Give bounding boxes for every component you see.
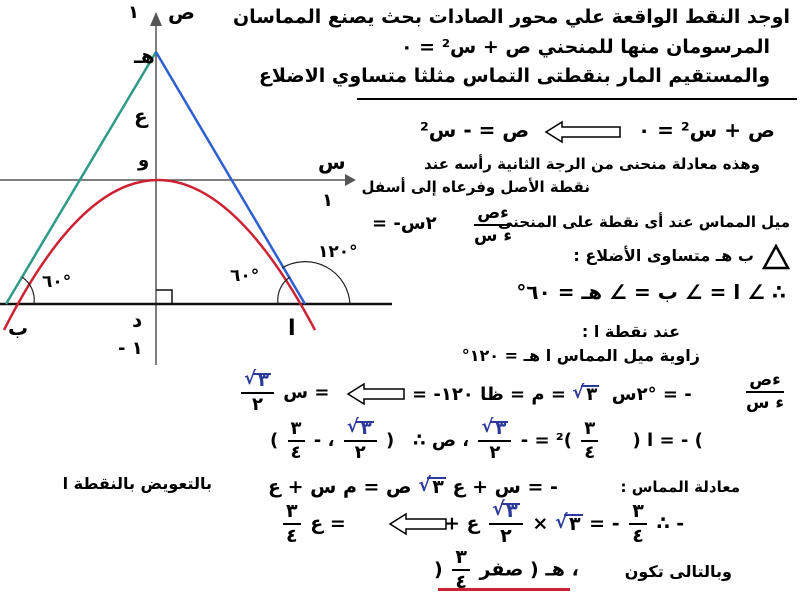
- tangent-root: √ ٣: [418, 476, 446, 498]
- tangent-equation: [268, 476, 558, 498]
- point-b-label: ب: [8, 316, 29, 340]
- point-y-den: ٤: [290, 442, 302, 463]
- slope-value-line: [238, 372, 329, 414]
- tangent-eq-label: معادلة المماس :: [620, 478, 740, 496]
- slope-root: √ ٣: [572, 384, 599, 405]
- problem-underline: [357, 98, 797, 100]
- point-d-label: د: [132, 308, 143, 332]
- dydx-den: ء س: [746, 393, 785, 413]
- slope-frac-den: ء س: [474, 226, 513, 246]
- x-axis-arrow: [345, 174, 356, 186]
- label-ain: ع: [134, 104, 148, 128]
- point-y-num: ٣: [288, 420, 305, 442]
- y-axis-label: ص: [168, 0, 195, 24]
- slope-text: ميل المماس عند أى نقطة على المنحنى: [497, 213, 790, 231]
- point-a-therefore: ∴ ا (: [413, 430, 654, 451]
- y-result-num: ٣: [581, 420, 598, 442]
- slope-equation: [412, 384, 692, 405]
- substitute-note: بالتعويض بالنقطة ا: [62, 474, 212, 493]
- problem-line-2: المرسومان منها للمنحني ص + س² = ٠: [400, 36, 770, 58]
- sub-times: ×: [532, 512, 549, 535]
- x-axis-label: س: [318, 150, 346, 174]
- right-angle-marker: [156, 290, 172, 304]
- tangent-tail: س + ع: [452, 476, 521, 498]
- tangent-left: [6, 52, 156, 304]
- sub-result: [280, 502, 346, 546]
- eq-curve-right: ص = - س²: [420, 118, 530, 142]
- ain-den: ٤: [286, 525, 298, 547]
- angle-left-label: ٦٠°: [42, 272, 72, 292]
- point-h-label: هـ: [134, 44, 155, 68]
- result-point: [434, 548, 579, 592]
- slope-equation-rhs: = -٢س: [412, 384, 648, 405]
- y-value-line: ( $\frac{٣}{٤}$ - ، √ $\frac{٣}{٢}$ ) ∴ ا ( $\frac{٣}{٤}$ )² = - √ $\frac{٣}{٢}$ ، ص = - (: [270, 420, 703, 462]
- y-axis-arrow: [150, 12, 162, 26]
- left-arrow-3: [388, 512, 450, 540]
- ain-num: ٣: [283, 502, 301, 525]
- y-prefix: ، ص = - (: [431, 430, 703, 451]
- description-line-1: وهذه معادلة منحنى من الرجة الثانية رأسه عند: [424, 155, 760, 173]
- x-value-eq: س =: [283, 382, 330, 403]
- y-root-den: ٢: [489, 442, 501, 463]
- result-underline: [438, 588, 570, 591]
- point-x-root: √ ٣: [347, 420, 374, 438]
- y-one-label: ١: [128, 2, 139, 23]
- y-sq-eq: )² = -: [520, 430, 572, 451]
- result-text: هـ ( صفر ،: [479, 558, 579, 581]
- dydx-num: ءص: [746, 372, 784, 393]
- sub-eq: = -: [589, 512, 620, 535]
- sub-line: [444, 502, 684, 546]
- sub-root-2: √ ٣: [555, 513, 583, 535]
- slope-dy-dx: [740, 372, 790, 412]
- origin-label: و: [138, 150, 150, 171]
- result-label: وبالتالى تكون: [624, 562, 732, 581]
- point-comma: ،: [327, 430, 335, 451]
- angle-ext-label: ١٢٠°: [318, 242, 358, 262]
- tangent-head: ص = م س + ع = -: [268, 476, 558, 498]
- x-one-label: ١: [322, 190, 333, 211]
- problem-line-3: والمستقيم المار بنقطتى التماس مثلثا متساوي الاضلاع: [258, 65, 770, 87]
- angle-arc-right: [278, 277, 290, 304]
- at-point-a: عند نقطة ا :: [581, 322, 680, 341]
- point-x-den: ٢: [354, 442, 366, 463]
- triangle-text: ب هـ متساوى الأضلاع :: [573, 246, 754, 265]
- result-close: ): [434, 558, 443, 581]
- y-minus-one-label: - ١: [118, 338, 143, 359]
- sub-root-den: ٢: [500, 525, 512, 547]
- description-line-2: نقطة الأصل وفرعاه إلى أسفل: [361, 178, 590, 196]
- triangle-icon: [762, 244, 790, 274]
- slope-frac-num: ءص: [474, 205, 512, 226]
- sub-frac-num: ٣: [629, 502, 647, 525]
- point-alef-label: ا: [288, 316, 296, 341]
- result-num: ٣: [452, 548, 470, 571]
- angles-equal: ∴ ∠ ا = ∠ ب = ∠ هـ = ٦٠°: [516, 280, 786, 304]
- x-value-den: ٢: [252, 394, 263, 415]
- sub-therefore: ∴ -: [656, 512, 685, 535]
- sub-frac-den: ٤: [632, 525, 644, 547]
- y-root: √ ٣: [481, 420, 508, 438]
- graph: [0, 0, 400, 370]
- slope-equation-lhs: = م = ظا ١٢٠° = -: [440, 384, 692, 405]
- ain-eq: ع =: [310, 512, 346, 535]
- result-den: ٤: [455, 571, 467, 593]
- problem-line-1: اوجد النقط الواقعة علي محور الصادات بحث يصنع المماسان: [232, 6, 790, 28]
- sub-root: √ ٣: [492, 502, 520, 521]
- tangent-angle: زاوية ميل المماس ا هـ = ١٢٠°: [461, 346, 700, 365]
- angle-right-label: ٦٠°: [230, 266, 260, 286]
- left-arrow-2: [346, 382, 408, 410]
- left-arrow-1: [544, 120, 624, 148]
- slope-rhs: = -٢س: [372, 213, 437, 234]
- sub-plus-ain: + ع: [444, 512, 480, 535]
- eq-curve-left: ص + س² = ٠: [638, 118, 775, 142]
- y-result-den: ٤: [584, 442, 596, 463]
- x-value-num: √ ٣: [241, 372, 274, 394]
- slope-fraction: [468, 205, 518, 245]
- parabola-curve: [4, 180, 315, 330]
